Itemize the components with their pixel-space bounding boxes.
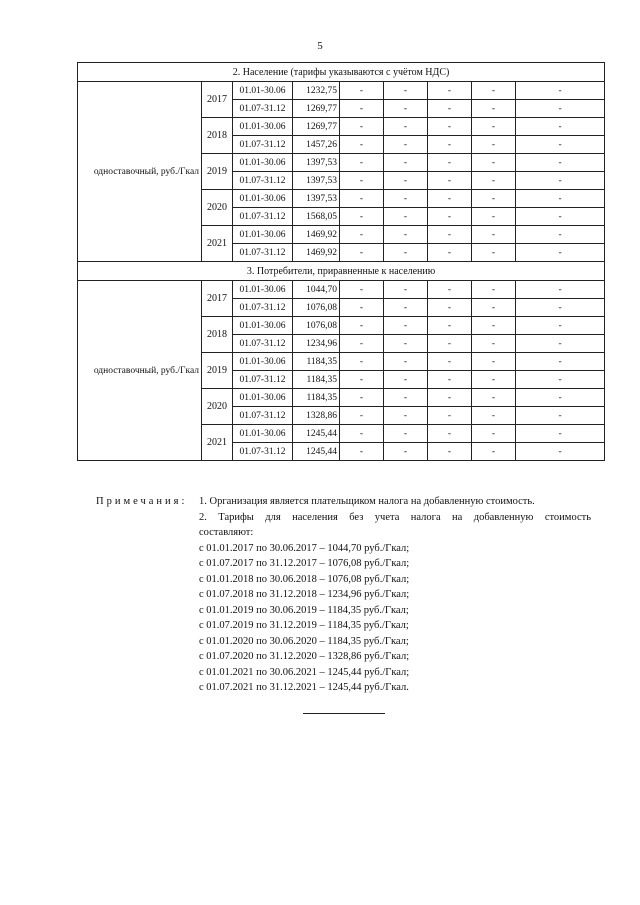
period-cell: 01.07-31.12 <box>233 172 293 190</box>
empty-value-cell: - <box>472 299 516 317</box>
price-cell: 1328,86 <box>293 407 340 425</box>
empty-value-cell: - <box>340 226 384 244</box>
empty-value-cell: - <box>516 118 605 136</box>
empty-value-cell: - <box>384 335 428 353</box>
empty-value-cell: - <box>340 371 384 389</box>
empty-value-cell: - <box>516 154 605 172</box>
section-title: 3. Потребители, приравненные к населению <box>78 262 605 281</box>
empty-value-cell: - <box>384 154 428 172</box>
year-cell: 2020 <box>202 389 233 425</box>
section-header-row <box>78 262 605 281</box>
empty-value-cell: - <box>516 371 605 389</box>
empty-value-cell: - <box>428 82 472 100</box>
empty-value-cell: - <box>516 443 605 461</box>
empty-value-cell: - <box>472 190 516 208</box>
empty-value-cell: - <box>428 389 472 407</box>
price-cell: 1184,35 <box>293 353 340 371</box>
note-1: 1. Организация является плательщиком налога на добавленную стоимость. <box>199 496 535 507</box>
empty-value-cell: - <box>384 281 428 299</box>
price-cell: 1232,75 <box>293 82 340 100</box>
price-cell: 1076,08 <box>293 299 340 317</box>
empty-value-cell: - <box>384 443 428 461</box>
empty-value-cell: - <box>384 371 428 389</box>
tariff-period-line: с 01.01.2019 по 30.06.2019 – 1184,35 руб./Гкал; <box>199 604 409 616</box>
price-cell: 1469,92 <box>293 226 340 244</box>
empty-value-cell: - <box>428 244 472 262</box>
empty-value-cell: - <box>428 172 472 190</box>
notes-body <box>199 494 591 696</box>
empty-value-cell: - <box>472 389 516 407</box>
tariff-period-line: с 01.01.2018 по 30.06.2018 – 1076,08 руб./Гкал; <box>199 573 410 585</box>
empty-value-cell: - <box>428 353 472 371</box>
period-cell: 01.01-30.06 <box>233 389 293 407</box>
price-cell: 1269,77 <box>293 118 340 136</box>
empty-value-cell: - <box>340 190 384 208</box>
empty-value-cell: - <box>516 407 605 425</box>
empty-value-cell: - <box>472 281 516 299</box>
tariff-category: одноставочный, руб./Гкал <box>78 281 202 461</box>
note-2-line-2: составляют: <box>199 527 254 538</box>
period-cell: 01.07-31.12 <box>233 335 293 353</box>
empty-value-cell: - <box>472 100 516 118</box>
empty-value-cell: - <box>472 335 516 353</box>
year-cell: 2020 <box>202 190 233 226</box>
tariff-period-line: с 01.07.2017 по 31.12.2017 – 1076,08 руб./Гкал; <box>199 558 410 569</box>
period-cell: 01.07-31.12 <box>233 443 293 461</box>
empty-value-cell: - <box>340 425 384 443</box>
empty-value-cell: - <box>516 82 605 100</box>
empty-value-cell: - <box>516 299 605 317</box>
year-cell: 2021 <box>202 226 233 262</box>
empty-value-cell: - <box>340 82 384 100</box>
period-cell: 01.01-30.06 <box>233 353 293 371</box>
period-cell: 01.07-31.12 <box>233 407 293 425</box>
empty-value-cell: - <box>428 281 472 299</box>
empty-value-cell: - <box>384 208 428 226</box>
empty-value-cell: - <box>516 190 605 208</box>
empty-value-cell: - <box>384 353 428 371</box>
period-cell: 01.01-30.06 <box>233 154 293 172</box>
empty-value-cell: - <box>384 172 428 190</box>
empty-value-cell: - <box>340 389 384 407</box>
tariff-period-line: с 01.07.2018 по 31.12.2018 – 1234,96 руб./Гкал; <box>199 589 410 600</box>
empty-value-cell: - <box>384 226 428 244</box>
section-title: 2. Население (тарифы указываются с учётом НДС) <box>78 63 605 82</box>
price-cell: 1044,70 <box>293 281 340 299</box>
empty-value-cell: - <box>428 425 472 443</box>
empty-value-cell: - <box>340 281 384 299</box>
tariff-periods-list <box>199 541 591 696</box>
year-cell: 2019 <box>202 154 233 190</box>
section-header-row <box>78 63 605 82</box>
empty-value-cell: - <box>384 244 428 262</box>
empty-value-cell: - <box>472 244 516 262</box>
empty-value-cell: - <box>516 353 605 371</box>
price-cell: 1397,53 <box>293 154 340 172</box>
tariff-category: одноставочный, руб./Гкал <box>78 82 202 262</box>
empty-value-cell: - <box>384 82 428 100</box>
period-cell: 01.07-31.12 <box>233 136 293 154</box>
empty-value-cell: - <box>472 317 516 335</box>
period-cell: 01.07-31.12 <box>233 299 293 317</box>
empty-value-cell: - <box>428 317 472 335</box>
empty-value-cell: - <box>384 317 428 335</box>
empty-value-cell: - <box>428 154 472 172</box>
empty-value-cell: - <box>472 136 516 154</box>
empty-value-cell: - <box>516 100 605 118</box>
price-cell: 1568,05 <box>293 208 340 226</box>
empty-value-cell: - <box>384 425 428 443</box>
empty-value-cell: - <box>516 244 605 262</box>
empty-value-cell: - <box>340 136 384 154</box>
table-row <box>78 82 605 100</box>
tariff-period-line: с 01.01.2020 по 30.06.2020 – 1184,35 руб./Гкал; <box>199 635 409 647</box>
empty-value-cell: - <box>516 226 605 244</box>
year-cell: 2017 <box>202 281 233 317</box>
year-cell: 2019 <box>202 353 233 389</box>
empty-value-cell: - <box>472 208 516 226</box>
empty-value-cell: - <box>428 226 472 244</box>
empty-value-cell: - <box>340 208 384 226</box>
empty-value-cell: - <box>428 371 472 389</box>
empty-value-cell: - <box>340 118 384 136</box>
empty-value-cell: - <box>428 208 472 226</box>
period-cell: 01.01-30.06 <box>233 281 293 299</box>
empty-value-cell: - <box>472 226 516 244</box>
note-2-line-1: 2. Тарифы для населения без учета налога на добавленную стоимость <box>199 511 591 523</box>
empty-value-cell: - <box>340 172 384 190</box>
empty-value-cell: - <box>516 208 605 226</box>
year-cell: 2018 <box>202 118 233 154</box>
empty-value-cell: - <box>516 281 605 299</box>
price-cell: 1076,08 <box>293 317 340 335</box>
empty-value-cell: - <box>516 389 605 407</box>
empty-value-cell: - <box>384 299 428 317</box>
empty-value-cell: - <box>472 443 516 461</box>
empty-value-cell: - <box>428 100 472 118</box>
price-cell: 1184,35 <box>293 389 340 407</box>
empty-value-cell: - <box>384 118 428 136</box>
tariff-period-line: с 01.07.2020 по 31.12.2020 – 1328,86 руб./Гкал; <box>199 651 410 662</box>
empty-value-cell: - <box>472 172 516 190</box>
empty-value-cell: - <box>428 136 472 154</box>
empty-value-cell: - <box>472 154 516 172</box>
year-cell: 2018 <box>202 317 233 353</box>
empty-value-cell: - <box>472 371 516 389</box>
year-cell: 2017 <box>202 82 233 118</box>
page-number: 5 <box>317 40 323 52</box>
empty-value-cell: - <box>384 190 428 208</box>
empty-value-cell: - <box>472 425 516 443</box>
empty-value-cell: - <box>472 118 516 136</box>
price-cell: 1397,53 <box>293 190 340 208</box>
empty-value-cell: - <box>516 425 605 443</box>
tariff-period-line: с 01.01.2017 по 30.06.2017 – 1044,70 руб./Гкал; <box>199 542 410 554</box>
price-cell: 1245,44 <box>293 443 340 461</box>
empty-value-cell: - <box>340 353 384 371</box>
period-cell: 01.01-30.06 <box>233 190 293 208</box>
empty-value-cell: - <box>340 100 384 118</box>
year-cell: 2021 <box>202 425 233 461</box>
closing-rule <box>303 713 385 714</box>
empty-value-cell: - <box>516 335 605 353</box>
empty-value-cell: - <box>340 335 384 353</box>
empty-value-cell: - <box>472 82 516 100</box>
empty-value-cell: - <box>428 190 472 208</box>
empty-value-cell: - <box>340 443 384 461</box>
price-cell: 1245,44 <box>293 425 340 443</box>
empty-value-cell: - <box>340 407 384 425</box>
empty-value-cell: - <box>428 407 472 425</box>
period-cell: 01.01-30.06 <box>233 82 293 100</box>
price-cell: 1269,77 <box>293 100 340 118</box>
period-cell: 01.07-31.12 <box>233 244 293 262</box>
table-row <box>78 281 605 299</box>
empty-value-cell: - <box>340 154 384 172</box>
period-cell: 01.01-30.06 <box>233 118 293 136</box>
empty-value-cell: - <box>472 353 516 371</box>
price-cell: 1469,92 <box>293 244 340 262</box>
period-cell: 01.01-30.06 <box>233 317 293 335</box>
notes-label: Примечания: <box>96 496 188 507</box>
empty-value-cell: - <box>428 335 472 353</box>
price-cell: 1397,53 <box>293 172 340 190</box>
empty-value-cell: - <box>340 317 384 335</box>
empty-value-cell: - <box>428 443 472 461</box>
empty-value-cell: - <box>472 407 516 425</box>
empty-value-cell: - <box>516 317 605 335</box>
tariff-table <box>77 62 605 461</box>
empty-value-cell: - <box>340 299 384 317</box>
empty-value-cell: - <box>516 172 605 190</box>
empty-value-cell: - <box>384 136 428 154</box>
tariff-period-line: с 01.07.2021 по 31.12.2021 – 1245,44 руб./Гкал. <box>199 682 409 693</box>
empty-value-cell: - <box>516 136 605 154</box>
price-cell: 1457,26 <box>293 136 340 154</box>
period-cell: 01.07-31.12 <box>233 100 293 118</box>
period-cell: 01.07-31.12 <box>233 371 293 389</box>
empty-value-cell: - <box>428 299 472 317</box>
empty-value-cell: - <box>340 244 384 262</box>
empty-value-cell: - <box>428 118 472 136</box>
price-cell: 1184,35 <box>293 371 340 389</box>
tariff-period-line: с 01.01.2021 по 30.06.2021 – 1245,44 руб./Гкал; <box>199 666 410 678</box>
period-cell: 01.01-30.06 <box>233 425 293 443</box>
empty-value-cell: - <box>384 407 428 425</box>
empty-value-cell: - <box>384 100 428 118</box>
empty-value-cell: - <box>384 389 428 407</box>
period-cell: 01.07-31.12 <box>233 208 293 226</box>
period-cell: 01.01-30.06 <box>233 226 293 244</box>
tariff-period-line: с 01.07.2019 по 31.12.2019 – 1184,35 руб./Гкал; <box>199 620 409 631</box>
price-cell: 1234,96 <box>293 335 340 353</box>
